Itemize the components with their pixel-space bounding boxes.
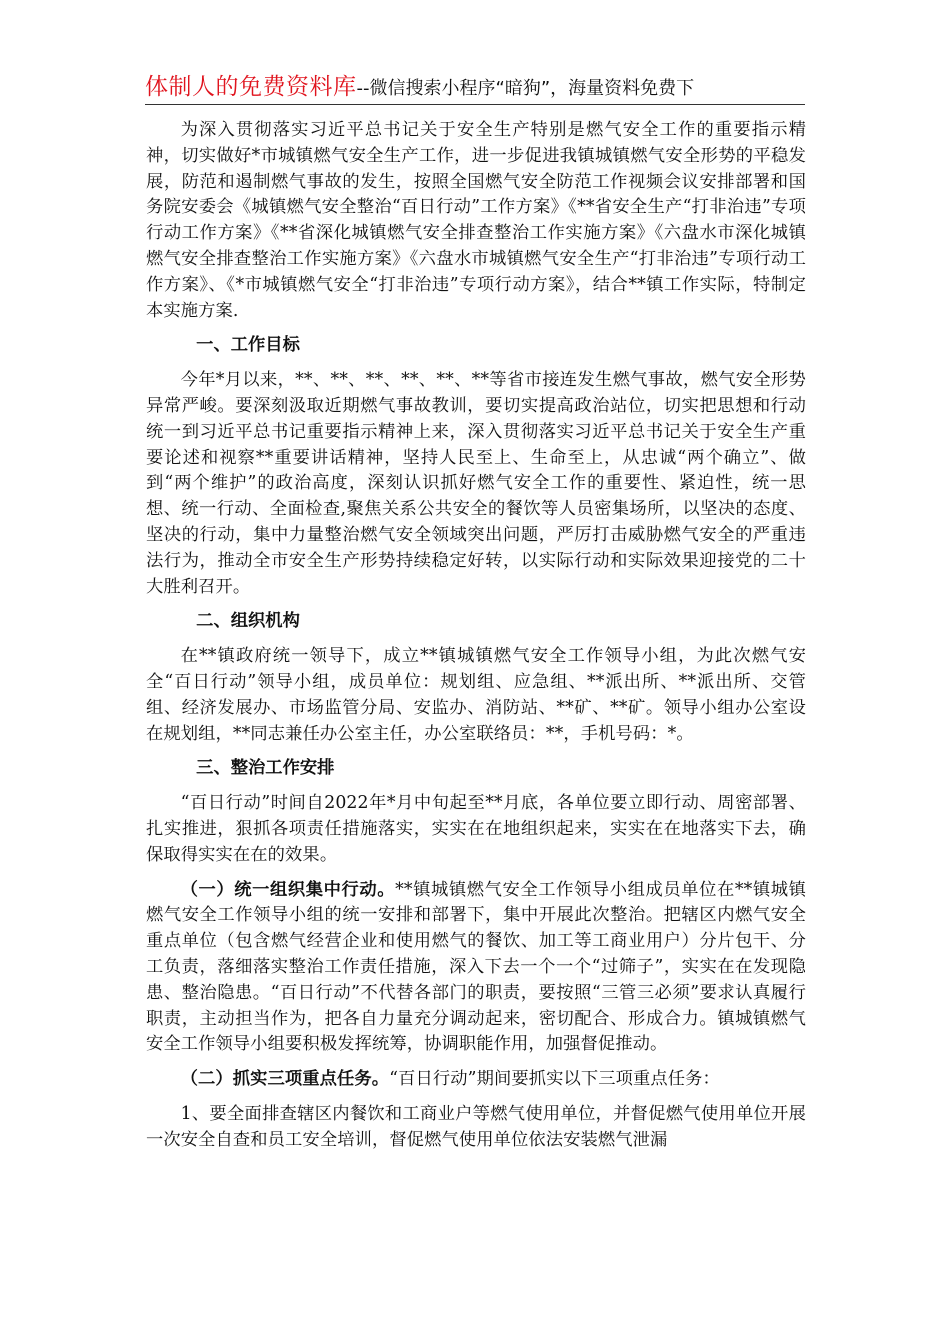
arrangement-paragraph: “百日行动”时间自2022年*月中旬起至**月底，各单位要立即行动、周密部署、扎实推进，狠抓各项责任措施落实，实实在在地组织起来，实实在在地落实下去，确保取得实实在在的效果。 [146,793,806,865]
document-body [146,118,806,1162]
item2-paragraph [146,1067,806,1093]
header-brand: 体制人的免费资料库 [145,74,357,100]
intro-paragraph: 为深入贯彻落实习近平总书记关于安全生产特别是燃气安全工作的重要指示精神，切实做好*市城镇燃气安全生产工作，进一步促进我镇城镇燃气安全形势的平稳发展，防范和遏制燃气事故的发生，按照全国燃气安全防范工作视频会议安排部署和国务院安委会《城镇燃气安全整治“百日行动”工作方案》《**省安全生产“打非治违”专项行动工作方案》《**省深化城镇燃气安全排查整治工作实施方案》《六盘水市深化城镇燃气安全排查整治工作实施方案》《六盘水市城镇燃气安全生产“打非治违”专项行动工作方案》、《*市城镇燃气安全“打非治违”专项行动方案》，结合**镇工作实际，特制定本实施方案. [146,120,806,321]
goals-paragraph: 今年*月以来，**、**、**、**、**、**等省市接连发生燃气事故，燃气安全形势异常严峻。要深刻汲取近期燃气事故教训，要切实提高政治站位，切实把思想和行动统一到习近平总书记重要指示精神上来，深入贯彻落实习近平总书记关于安全生产重要论述和视察**重要讲话精神，坚持人民至上、生命至上，从忠诚“两个确立”、做到“两个维护”的政治高度，深刻认识抓好燃气安全工作的重要性、紧迫性，统一思想、统一行动、全面检查,聚焦关系公共安全的餐饮等人员密集场所，以坚决的态度、坚决的行动，集中力量整治燃气安全领域突出问题，严厉打击威胁燃气安全的严重违法行为，推动全市安全生产形势持续稳定好转，以实际行动和实际效果迎接党的二十大胜利召开。 [146,370,806,597]
header-tagline: --微信搜索小程序“暗狗”，海量资料免费下 [356,78,695,99]
item2-lead: （二）抓实三项重点任务。 [180,1069,390,1090]
item1-text: **镇城镇燃气安全工作领导小组成员单位在**镇城镇燃气安全工作领导小组的统一安排和部署下，集中开展此次整治。把辖区内燃气安全重点单位（包含燃气经营企业和使用燃气的餐饮、加工等工商业用户）分片包干、分工负责，落细落实整治工作责任措施，深入下去一个一个“过筛子”，实实在在发现隐患、整治隐患。“百日行动”不代替各部门的职责，要按照“三管三必须”要求认真履行职责，主动担当作为，把各自力量充分调动起来，密切配合、形成合力。镇城镇燃气安全工作领导小组要积极发挥统筹，协调职能作用，加强督促推动。 [146,879,806,1055]
section-heading-goals: 一、工作目标 [196,335,300,356]
item2-text: “百日行动”期间要抓实以下三项重点任务： [389,1069,720,1090]
item1-lead: （一）统一组织集中行动。 [180,879,396,900]
organization-paragraph: 在**镇政府统一领导下，成立**镇城镇燃气安全工作领导小组，为此次燃气安全“百日行动”领导小组，成员单位：规划组、应急组、**派出所、**派出所、交管组、经济发展办、市场监管分局、安监办、消防站、**矿、**矿。领导小组办公室设在规划组，**同志兼任办公室主任，办公室联络员：**，手机号码：*。 [146,646,806,744]
page-header [145,68,805,105]
section-heading-arrangement: 三、整治工作安排 [196,758,335,779]
section-heading-organization: 二、组织机构 [196,611,300,632]
task1-paragraph: 1、要全面排查辖区内餐饮和工商业户等燃气使用单位，并督促燃气使用单位开展一次安全自查和员工安全培训，督促燃气使用单位依法安装燃气泄漏 [146,1103,806,1150]
item1-paragraph [146,878,806,1059]
